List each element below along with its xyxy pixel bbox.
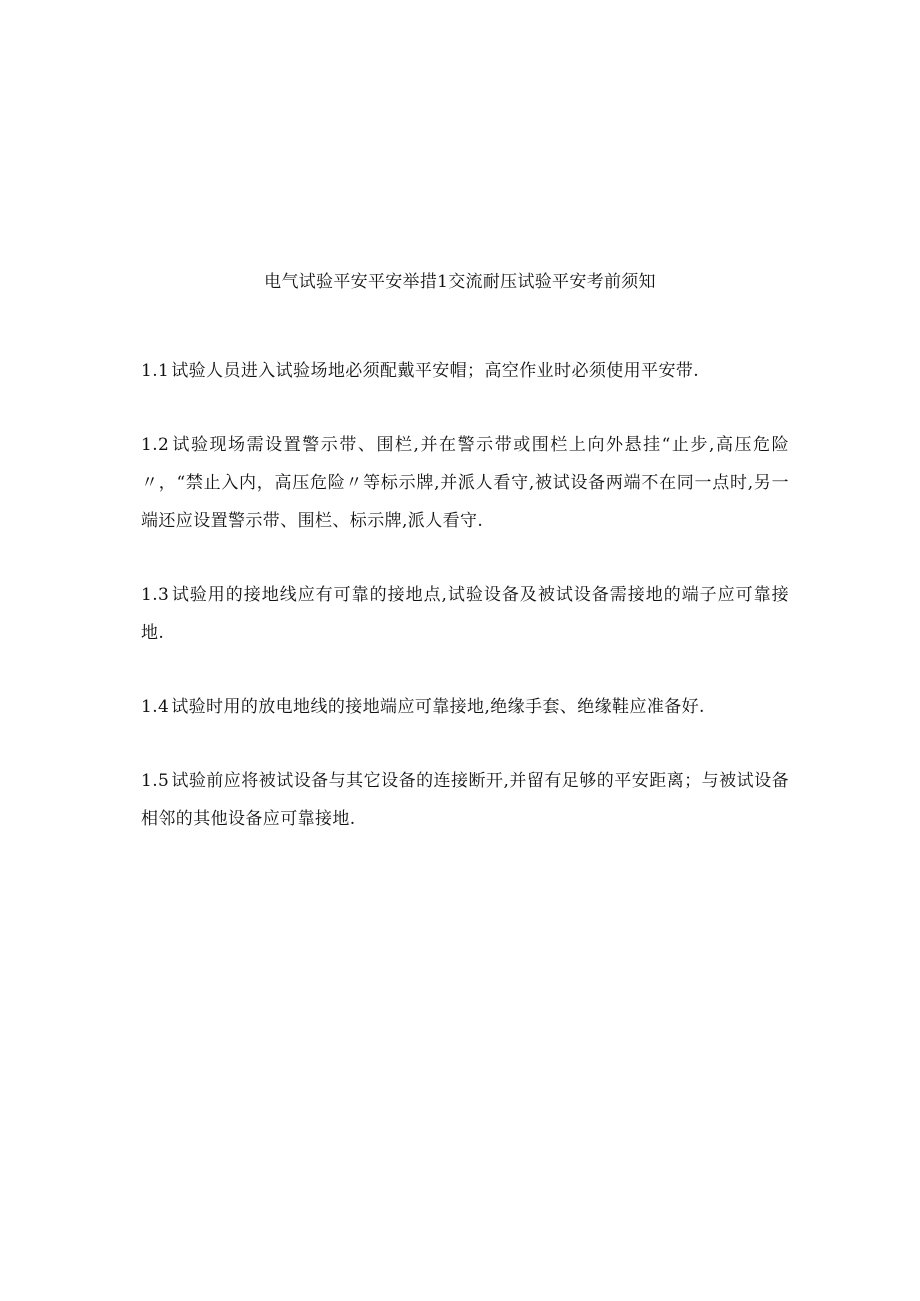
paragraph-number: 1.5 — [141, 771, 170, 791]
paragraph-text: 试验前应将被试设备与其它设备的连接断开,并留有足够的平安距离；与被试设备相邻的其他设备应可靠接地. — [141, 771, 789, 829]
paragraph-number: 1.4 — [141, 697, 170, 717]
paragraph-text: 试验用的接地线应有可靠的接地点,试验设备及被试设备需接地的端子应可靠接地. — [141, 585, 789, 643]
document-body — [141, 352, 789, 874]
paragraph-1-2 — [141, 426, 789, 540]
paragraph-text: 试验时用的放电地线的接地端应可靠接地,绝缘手套、绝缘鞋应准备好. — [171, 697, 705, 717]
paragraph-number: 1.1 — [141, 361, 170, 381]
paragraph-text: 试验现场需设置警示带、围栏,并在警示带或围栏上向外悬挂“止步,高压危险〃，“禁止入内，高压危险〃等标示牌,并派人看守,被试设备两端不在同一点时,另一端还应设置警示带、围栏、标示牌,派人看守. — [141, 435, 789, 531]
paragraph-1-4 — [141, 688, 789, 726]
paragraph-text: 试验人员进入试验场地必须配戴平安帽；高空作业时必须使用平安带. — [171, 361, 700, 381]
paragraph-1-5 — [141, 762, 789, 838]
paragraph-1-3 — [141, 576, 789, 652]
paragraph-number: 1.2 — [141, 435, 170, 455]
paragraph-number: 1.3 — [141, 585, 170, 605]
document-title: 电气试验平安平安举措1交流耐压试验平安考前须知 — [264, 272, 656, 292]
paragraph-1-1 — [141, 352, 789, 390]
